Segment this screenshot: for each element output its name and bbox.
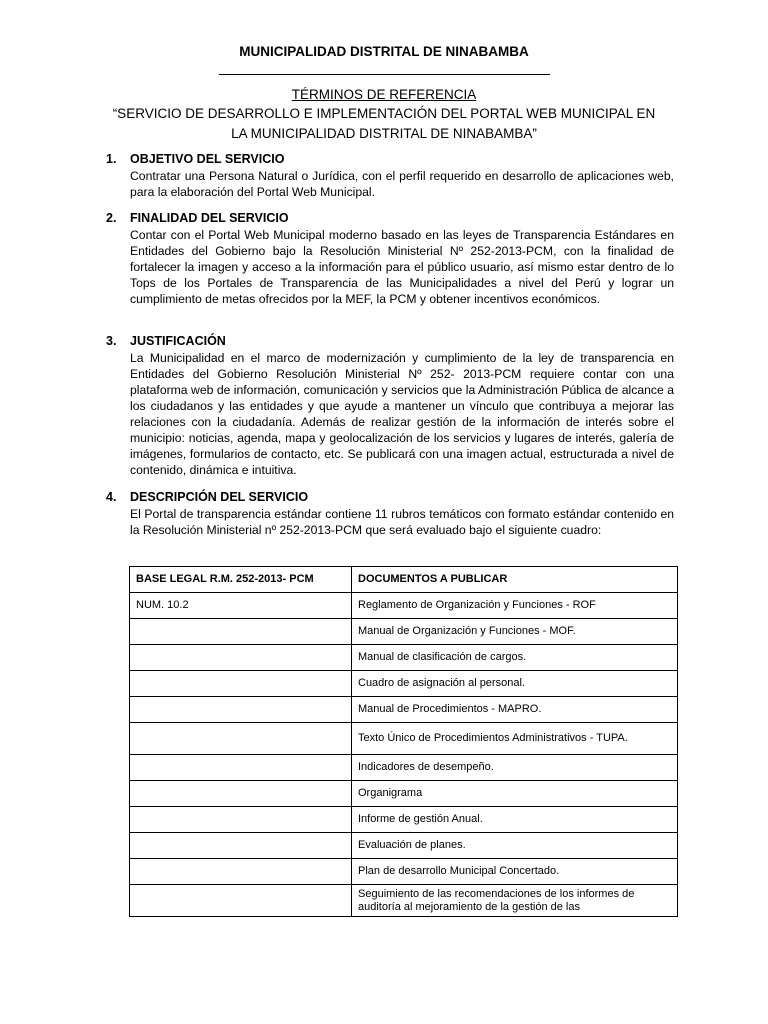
table-row (130, 593, 678, 619)
document-title: MUNICIPALIDAD DISTRITAL DE NINABAMBA (239, 44, 529, 59)
table-cell (130, 645, 352, 671)
table-cell: Manual de Procedimientos - MAPRO. (352, 697, 678, 723)
section-heading (106, 333, 674, 349)
table-row (130, 697, 678, 723)
section-body: El Portal de transparencia estándar contiene 11 rubros temáticos con formato estándar contenido en la Resolución Ministerial nº 252-2013-PCM que será evaluado bajo el siguiente cuadro: (130, 507, 674, 537)
table-row (130, 859, 678, 885)
service-title-line-1: “SERVICIO DE DESARROLLO E IMPLEMENTACIÓN DEL PORTAL WEB MUNICIPAL EN (112, 106, 656, 121)
section-body: Contratar una Persona Natural o Jurídica, con el perfil requerido en desarrollo de aplicaciones web, para la elaboración del Portal Web Municipal. (130, 169, 674, 199)
table-cell (130, 833, 352, 859)
column-header-documentos: DOCUMENTOS A PUBLICAR (352, 567, 678, 593)
table-cell: Reglamento de Organización y Funciones - ROF (352, 593, 678, 619)
table-cell: NUM. 10.2 (130, 593, 352, 619)
table-cell (130, 859, 352, 885)
table-cell (130, 781, 352, 807)
document-subtitle: TÉRMINOS DE REFERENCIA (291, 87, 477, 102)
table-cell: Texto Único de Procedimientos Administrativos - TUPA. (352, 723, 678, 755)
table-cell: Plan de desarrollo Municipal Concertado. (352, 859, 678, 885)
table-cell: Manual de Organización y Funciones - MOF. (352, 619, 678, 645)
column-header-base-legal: BASE LEGAL R.M. 252-2013- PCM (130, 567, 352, 593)
table-cell (130, 619, 352, 645)
table-cell: Indicadores de desempeño. (352, 755, 678, 781)
table-cell: Evaluación de planes. (352, 833, 678, 859)
table-cell: Seguimiento de las recomendaciones de los informes de auditoría al mejoramiento de la gestión de las (352, 885, 678, 917)
section-justificacion (106, 333, 674, 478)
table-cell: Cuadro de asignación al personal. (352, 671, 678, 697)
table-cell (130, 755, 352, 781)
table-row (130, 781, 678, 807)
section-title: FINALIDAD DEL SERVICIO (130, 211, 289, 225)
section-number: 4. (106, 490, 117, 504)
title-divider (219, 74, 550, 75)
table-row (130, 885, 678, 917)
section-finalidad (106, 210, 674, 307)
table-row (130, 619, 678, 645)
table-row (130, 723, 678, 755)
table-row (130, 755, 678, 781)
service-title-line-2: LA MUNICIPALIDAD DISTRITAL DE NINABAMBA” (231, 126, 537, 141)
section-objetivo (106, 151, 674, 200)
table-cell (130, 723, 352, 755)
section-body: Contar con el Portal Web Municipal moderno basado en las leyes de Transparencia Estándares en Entidades del Gobierno bajo la Resolución Ministerial Nº 252-2013-PCM, con la finalidad de fortalecer la imagen y acceso a la información para el público usuario, así mismo estar dentro de lo Tops de los Portales de Transparencia de las Municipalidades a nivel del Perú y lograr un cumplimiento de metas ofrecidos por la MEF, la PCM y obtener incentivos económicos. (130, 228, 674, 306)
service-title (0, 104, 768, 144)
table-cell (130, 807, 352, 833)
section-descripcion (106, 489, 674, 538)
table-cell (130, 671, 352, 697)
section-title: JUSTIFICACIÓN (130, 334, 226, 348)
table-cell: Manual de clasificación de cargos. (352, 645, 678, 671)
table-row (130, 645, 678, 671)
table-cell (130, 697, 352, 723)
table-row (130, 833, 678, 859)
section-heading (106, 489, 674, 505)
section-number: 1. (106, 152, 117, 166)
table-cell (130, 885, 352, 917)
section-heading (106, 151, 674, 167)
section-body: La Municipalidad en el marco de modernización y cumplimiento de la ley de transparencia en Entidades del Gobierno Resolución Ministerial Nº 252- 2013-PCM requiere contar con una plataforma web de información, comunicación y servicios que la Administración Pública de alcance a los ciudadanos y las entidades y que ayude a mantener un vínculo que contribuya a mejorar las relaciones con la ciudadanía. Además de realizar gestión de la información de interés sobre el municipio: noticias, agenda, mapa y geolocalización de los servicios y lugares de interés, galería de imágenes, formularios de contacto, etc. Se publicará con una imagen actual, estructurada a nivel de contenido, dinámica e intuitiva. (130, 351, 674, 477)
table-row (130, 671, 678, 697)
section-number: 2. (106, 211, 117, 225)
section-number: 3. (106, 334, 117, 348)
table-row (130, 807, 678, 833)
section-title: DESCRIPCIÓN DEL SERVICIO (130, 490, 309, 504)
table-cell: Organigrama (352, 781, 678, 807)
table-header-row (130, 567, 678, 593)
table-cell: Informe de gestión Anual. (352, 807, 678, 833)
section-heading (106, 210, 674, 226)
section-title: OBJETIVO DEL SERVICIO (130, 152, 285, 166)
documents-table (129, 566, 678, 917)
